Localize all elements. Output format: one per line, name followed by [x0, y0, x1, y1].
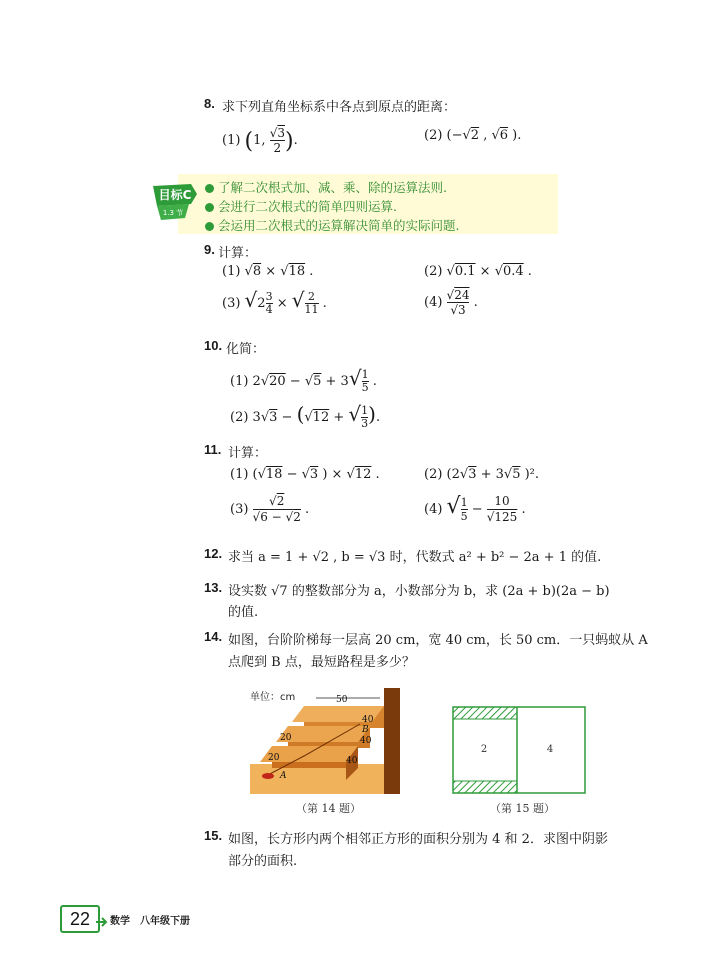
q11-part2: (2) (2√3 + 3√5 )². [424, 467, 540, 482]
fig14-width3: 40 [346, 756, 358, 766]
q9-part3: (3) √2 $\frac{3}{4}$ × √ $\frac{2}{11}$ . [222, 288, 327, 316]
q15-line1: 如图，长方形内两个相邻正方形的面积分别为 4 和 2．求图中阴影 [228, 832, 608, 847]
q8-number: 8. [204, 96, 215, 111]
q9-part4: (4) $\frac{√24}{√3}$ . [424, 288, 478, 317]
q11-part4: (4) √ $\frac{1}{5}$ − $\frac{10}{√125}$ . [424, 494, 526, 524]
q11-part3: (3) $\frac{√2}{√6 - √2}$ . [230, 494, 310, 524]
goal-item-1: 了解二次根式加、减、乘、除的运算法则. [205, 178, 447, 196]
q9-text: 计算： [218, 246, 258, 261]
goal-section-label: 1.3 节 [162, 209, 184, 217]
q15-line2: 部分的面积. [228, 854, 298, 869]
q13-number: 13. [204, 580, 223, 595]
fig14-point-A: A [280, 771, 287, 781]
q8-part1: (1) (1, $\frac{√3}{2}$ ). [222, 126, 298, 155]
fig14-caption: （第 14 题） [296, 802, 361, 815]
q11-text: 计算： [228, 446, 268, 461]
page-number: 22 [60, 905, 100, 933]
fig15-rectangle [452, 706, 586, 794]
q9-number: 9. [204, 242, 215, 257]
goal-badge-label: 目标C [158, 188, 192, 202]
fig14-height1: 20 [280, 733, 292, 743]
q11-number: 11. [204, 442, 222, 457]
ant-icon [262, 773, 274, 779]
fig14-height2: 20 [268, 753, 280, 763]
fig14-point-B: B [362, 725, 369, 735]
footer-book-title: 数学 八年级下册 [110, 916, 190, 927]
q14-line2: 点爬到 B 点，最短路程是多少？ [228, 655, 415, 670]
q12-text: 求当 a = 1 + √2 , b = √3 时，代数式 a² + b² − 2a + 1 的值. [228, 550, 602, 565]
q10-number: 10. [204, 338, 223, 353]
q14-number: 14. [204, 629, 223, 644]
fig15-right-area: 4 [546, 744, 554, 755]
fig14-length: 50 [336, 695, 348, 705]
fig14-width2: 40 [360, 736, 372, 746]
q9-part1: (1) √8 × √18 . [222, 264, 314, 279]
q14-line1: 如图，台阶阶梯每一层高 20 cm，宽 40 cm，长 50 cm．一只蚂蚁从 A [228, 633, 648, 648]
q11-part1: (1) (√18 − √3 ) × √12 . [230, 467, 380, 482]
footer-arrow [96, 916, 110, 928]
fig14-stairs [250, 688, 400, 794]
goal-item-3: 会运用二次根式的运算解决简单的实际问题. [205, 216, 459, 234]
q9-part2: (2) √0.1 × √0.4 . [424, 264, 532, 279]
goal-item-2: 会进行二次根式的简单四则运算. [205, 197, 397, 215]
q10-text: 化简： [226, 342, 266, 357]
q13-line1: 设实数 √7 的整数部分为 a，小数部分为 b，求 (2a + b)(2a − b) [228, 584, 610, 599]
q12-number: 12. [204, 546, 223, 561]
q15-number: 15. [204, 828, 223, 843]
goal-badge [151, 182, 199, 224]
q13-line2: 的值. [228, 605, 259, 620]
fig15-left-area: 2 [480, 744, 488, 755]
q10-part2: (2) 3√3 − (√12 + √ $\frac{1}{3}$ ). [230, 402, 381, 430]
q10-part1: (1) 2√20 − √5 + 3√ $\frac{1}{5}$ . [230, 366, 377, 394]
q8-part2: (2) (−√2 , √6 ). [424, 128, 522, 143]
fig14-width1: 40 [362, 715, 374, 725]
fig14-unit: 单位：cm [250, 692, 296, 703]
fig15-caption: （第 15 题） [490, 802, 555, 815]
q8-text: 求下列直角坐标系中各点到原点的距离： [222, 100, 457, 115]
